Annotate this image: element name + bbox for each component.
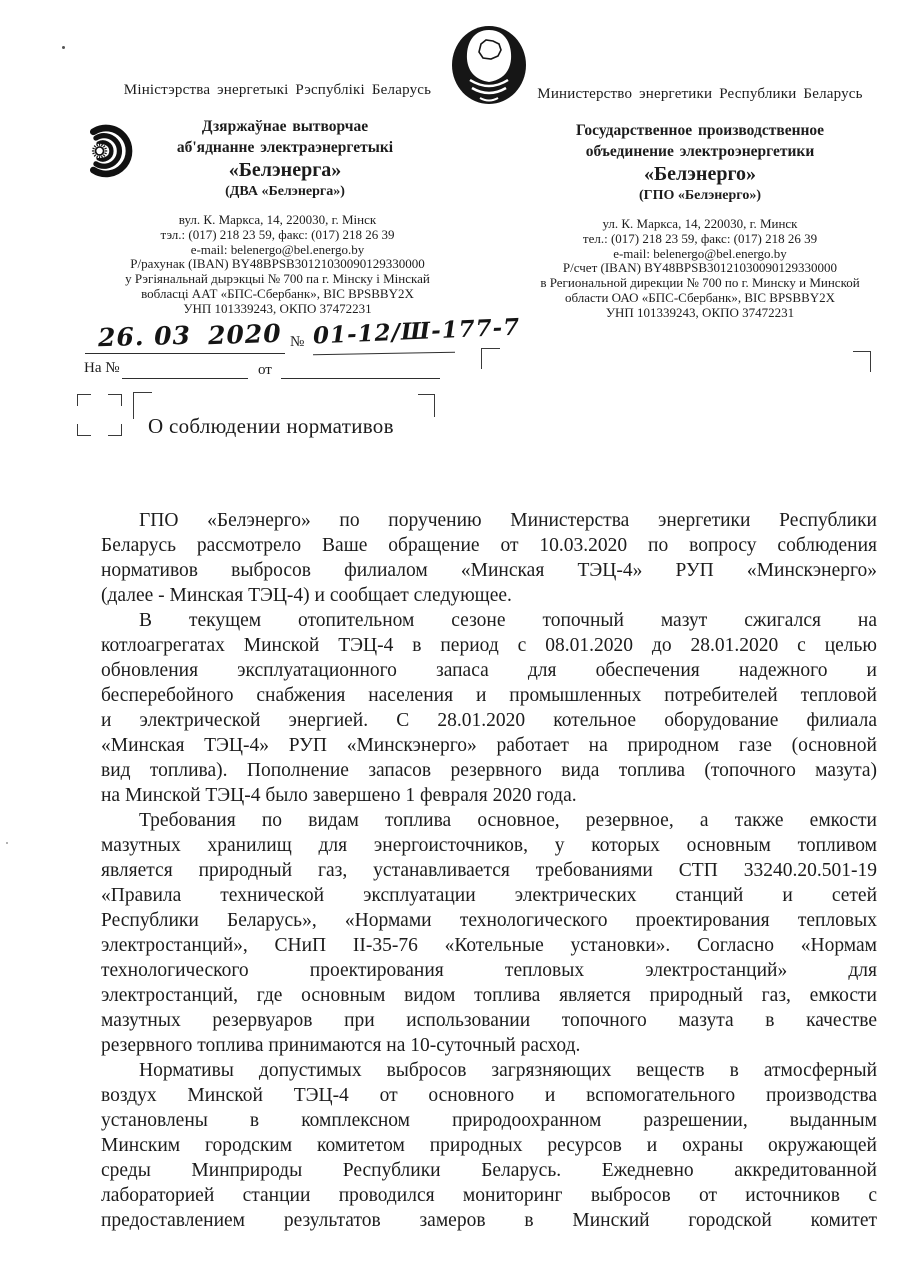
address-line: тэл.: (017) 218 23 59, факс: (017) 218 26 39: [160, 226, 395, 242]
subject-line: О соблюдении нормативов: [148, 414, 394, 438]
paragraph: [101, 608, 877, 808]
scan-speck: [6, 842, 8, 844]
body-line: нормативов выбросов филиалом «Минская ТЭЦ-4» РУП «Минскэнерго»: [101, 560, 877, 581]
address-line: e-mail: belenergo@bel.energo.by: [613, 245, 787, 261]
address-line: вул. К. Маркса, 14, 220030, г. Мінск: [178, 212, 377, 227]
scan-speck: [62, 46, 65, 49]
org-name-ru: «Белэнерго»: [643, 163, 757, 185]
body-line: электростанций, где основным видом топлива является природный газ, емкости: [101, 985, 877, 1006]
reply-date-blank: [281, 377, 440, 379]
body-line: В текущем отопительном сезоне топочный мазут сжигался на: [139, 610, 877, 631]
reply-from-label: от: [258, 362, 272, 378]
body-line: электростанций», СНиП II-35-76 «Котельные установки». Согласно «Нормам: [101, 935, 877, 956]
body-line: «Минская ТЭЦ-4» РУП «Минскэнерго» работает на природном газе (основной: [101, 735, 877, 756]
body-line: лабораторией станции проводился мониторинг выбросов от источников с: [101, 1185, 877, 1206]
org-line2-by: аб'яднанне электраэнергетыкі: [176, 139, 394, 156]
number-label: №: [290, 334, 305, 350]
address-line: в Региональной дирекции № 700 по г. Минску и Минской: [540, 275, 860, 291]
reply-number-blank: [122, 377, 248, 379]
paragraph: [101, 508, 877, 608]
body-line: ГПО «Белэнерго» по поручению Министерства энергетики Республики: [139, 510, 877, 531]
address-line: тел.: (017) 218 23 59, факс: (017) 218 26 39: [582, 230, 818, 246]
body-line: бесперебойного снабжения населения и промышленных потребителей тепловой: [101, 685, 877, 706]
stamp-box-corner: [108, 394, 122, 406]
paragraph: [101, 1058, 877, 1233]
address-line: Р/счет (IBAN) BY48BPSB30121030090129330000: [562, 260, 838, 276]
body-line: Минским городским комитетом природных ресурсов и охраны окружающей: [101, 1135, 877, 1156]
stamp-box-corner: [77, 424, 91, 436]
stamp-box-corner: [77, 394, 91, 406]
handwritten-date: 26. 03: [97, 320, 192, 353]
ministry-name-ru: Министерство энергетики Республики Беларусь: [537, 86, 863, 102]
body-line: предоставлением результатов замеров в Минский городской комитет: [101, 1210, 877, 1231]
handwritten-year: 2020: [207, 318, 283, 351]
date-underline: [85, 352, 285, 354]
body-line: технологического проектирования тепловых электростанций» для: [101, 960, 877, 981]
org-line1-by: Дзяржаўнае вытворчае: [201, 118, 369, 135]
address-block-ru: [495, 217, 905, 321]
org-name-by: «Белэнерга»: [228, 159, 342, 181]
body-line: резервного топлива принимаются на 10-суточный расход.: [101, 1035, 581, 1056]
body-line: Республики Беларусь», «Нормами технологического проектирования тепловых: [101, 910, 877, 931]
ministry-name-by: Міністэрства энергетыкі Рэспублікі Беларусь: [123, 82, 432, 98]
stamp-box-corner: [108, 424, 122, 436]
body-line: (далее - Минская ТЭЦ-4) и сообщает следующее.: [101, 585, 512, 606]
body-text: [101, 508, 877, 1233]
body-line: воздух Минской ТЭЦ-4 от основного и вспомогательного производства: [101, 1085, 877, 1106]
address-line: УНП 101339243, ОКПО 37472231: [183, 300, 372, 316]
org-block-by: [90, 116, 480, 202]
body-line: установлены в комплексном природоохранном разрешении, выданным: [101, 1110, 877, 1131]
address-line: у Рэгіянальнай дырэкцыі № 700 па г. Мінску і Мінскай: [125, 271, 430, 287]
body-line: и электрической энергией. С 28.01.2020 котельное оборудование филиала: [101, 710, 877, 731]
body-line: обновления эксплуатационного запаса для обеспечения надежного и: [101, 660, 877, 681]
body-line: мазутных хранилищ для энергоисточников, у которых основным топливом: [101, 835, 877, 856]
body-line: среды Минприроды Республики Беларусь. Ежедневно аккредитованной: [101, 1160, 877, 1181]
body-line: мазутных резервуаров при использовании топочного мазута в качестве: [101, 1010, 877, 1031]
number-underline: [313, 351, 455, 355]
body-line: Требования по видам топлива основное, резервное, а также емкости: [139, 810, 877, 831]
address-line: e-mail: belenergo@bel.energo.by: [190, 241, 365, 257]
address-line: ул. К. Маркса, 14, 220030, г. Минск: [602, 216, 798, 231]
body-line: Беларусь рассмотрело Ваше обращение от 10.03.2020 по вопросу соблюдения: [101, 535, 877, 556]
org-line1-ru: Государственное производственное: [575, 122, 825, 139]
org-abbr-by: (ДВА «Белэнерга»): [225, 184, 345, 199]
reply-to-label: На №: [84, 360, 120, 376]
body-line: вид топлива). Пополнение запасов резервного вида топлива (топочного мазута): [101, 760, 877, 781]
subject-zone-corner-close: [418, 394, 435, 417]
recipient-zone-corner-open: [481, 348, 500, 369]
body-line: «Правила технической эксплуатации электрических станций и сетей: [101, 885, 877, 906]
address-block-by: [75, 213, 480, 317]
body-line: котлоагрегатах Минской ТЭЦ-4 в период с 08.01.2020 до 28.01.2020 с целью: [101, 635, 877, 656]
address-line: УНП 101339243, ОКПО 37472231: [605, 304, 795, 320]
org-abbr-ru: (ГПО «Белэнерго»): [639, 188, 761, 203]
address-line: Р/рахунак (IBAN) BY48BPSB30121030090129330000: [130, 256, 425, 272]
paragraph: [101, 808, 877, 1058]
handwritten-number: 01-12/Ш-177-7: [312, 313, 521, 350]
recipient-zone-corner-close: [853, 351, 871, 372]
body-line: является природный газ, устанавливается требованиями СТП 33240.20.501-19: [101, 860, 877, 881]
address-line: вобласці ААТ «БПС-Сбербанк», BIC BPSBBY2X: [141, 285, 414, 301]
address-line: области ОАО «БПС-Сбербанк», BIC BPSBBY2X: [564, 289, 836, 305]
body-line: Нормативы допустимых выбросов загрязняющих веществ в атмосферный: [139, 1060, 877, 1081]
org-line2-ru: объединение электроэнергетики: [585, 143, 815, 160]
org-block-ru: [505, 120, 895, 206]
body-line: на Минской ТЭЦ-4 было завершено 1 февраля 2020 года.: [101, 785, 577, 806]
